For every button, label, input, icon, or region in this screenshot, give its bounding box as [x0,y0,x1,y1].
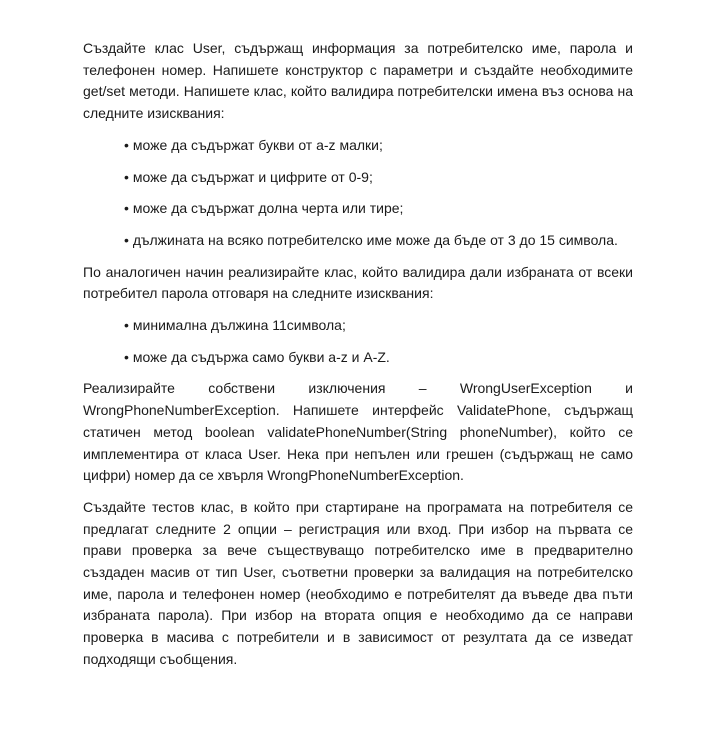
password-requirements-list [83,315,633,368]
document-page [83,38,633,681]
username-requirements-list [83,135,633,252]
bullet-icon: • [124,348,129,365]
list-item [124,198,633,220]
list-item-text: може да съдържат и цифрите от 0-9; [132,168,373,185]
bullet-icon: • [124,231,129,248]
list-item [124,315,633,337]
bullet-icon: • [124,200,129,217]
bullet-icon: • [124,168,129,185]
list-item-text: минимална дължина 11символа; [132,317,346,334]
list-item [124,230,633,252]
list-item-text: дължината на всяко потребителско име може да бъде от 3 до 15 символа. [132,231,618,248]
paragraph-password-validation: По аналогичен начин реализирайте клас, който валидира дали избраната от всеки потребител парола отговаря на следните изисквания: [83,263,633,302]
list-item [124,167,633,189]
bullet-icon: • [124,317,129,334]
list-item-text: може да съдържа само букви a-z и A-Z. [132,348,390,365]
list-item [124,135,633,157]
list-item [124,347,633,369]
paragraph-test-class: Създайте тестов клас, в който при стартиране на програмата на потребителя се предлагат следните 2 опции – регистрация или вход. При избор на първата се прави проверка за вече съществуващо потребителско име в предварително създаден масив от тип User, съответни проверки за валидация на потребителско име, парола и телефонен номер (необходимо е потребителят да въведе два пъти избраната парола). При избор на втората опция е необходимо да се направи проверка в масива с потребители и в зависимост от резултата да се изведат подходящи съобщения. [83,498,633,667]
bullet-icon: • [124,136,129,153]
paragraph-user-class: Създайте клас User, съдържащ информация за потребителско име, парола и телефонен номер. Напишете конструктор с параметри и създайте необходимите get/set методи. Напишете клас, който валидира потребителски имена въз основа на следните изисквания: [83,40,633,122]
paragraph-exceptions: Реализирайте собствени изключения – WrongUserException и WrongPhoneNumberException. Напишете интерфейс ValidatePhone, съдържащ статичен метод boolean validatePhoneNumber(String phoneNumber), който се имплементира от класа User. Нека при непълен или грешен (съдържащ не само цифри) номер да се хвърля WrongPhoneNumberException. [83,380,633,484]
list-item-text: може да съдържат долна черта или тире; [132,200,404,217]
list-item-text: може да съдържат букви от a-z малки; [132,136,383,153]
